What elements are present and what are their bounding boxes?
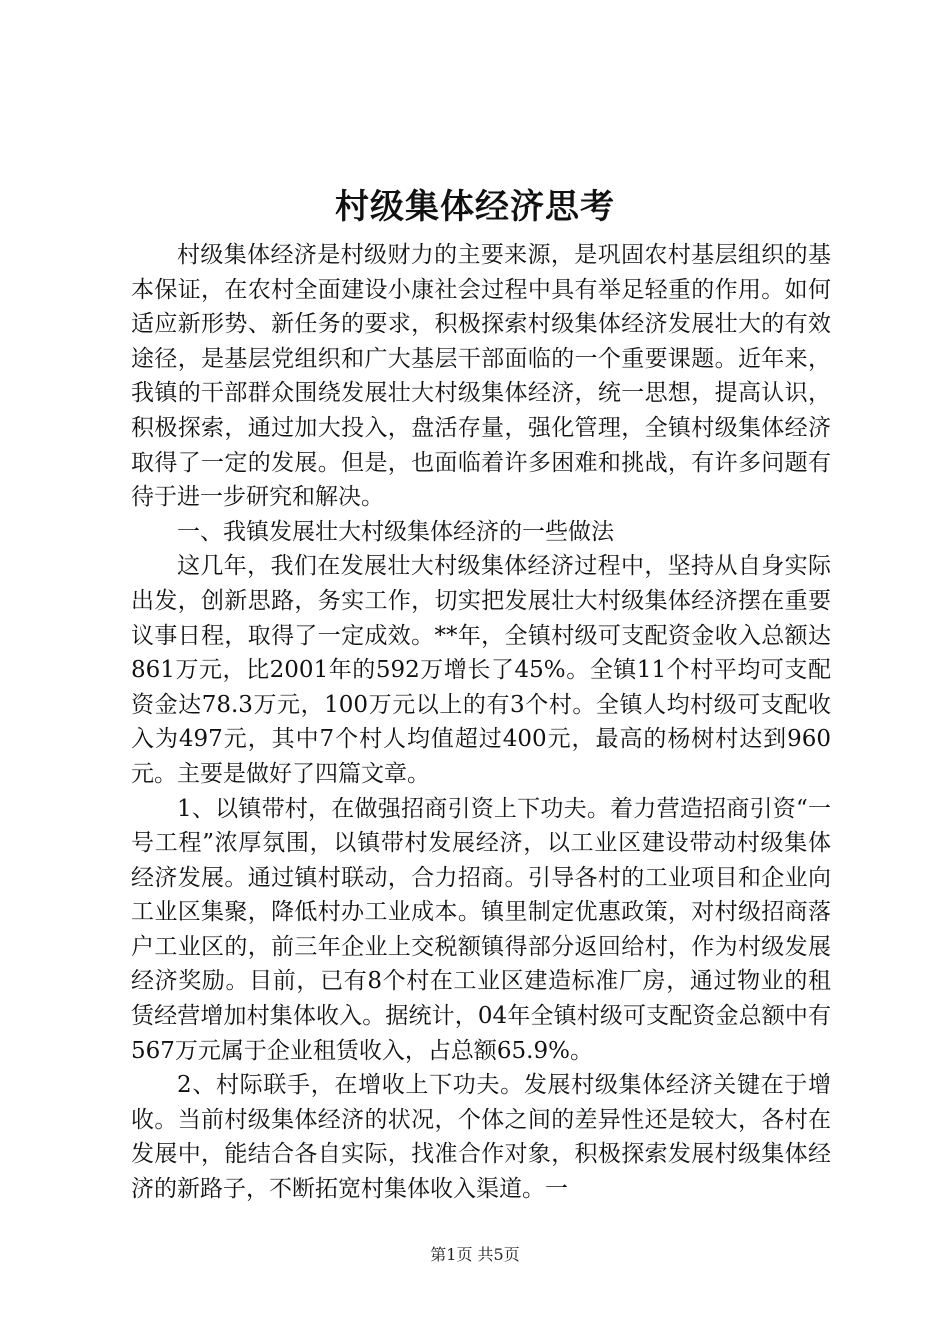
- paragraph-item-1: 1、以镇带村，在做强招商引资上下功夫。着力营造招商引资“一号工程”浓厚氛围，以镇带村发展经济，以工业区建设带动村级集体经济发展。通过镇村联动，合力招商。引导各村的工业项目和企业向工业区集聚，降低村办工业成本。镇里制定优惠政策，对村级招商落户工业区的，前三年企业上交税额镇得部分返回给村，作为村级发展经济奖励。目前，已有8个村在工业区建造标准厂房，通过物业的租赁经营增加村集体收入。据统计，04年全镇村级可支配资金总额中有567万元属于企业租赁收入，占总额65.9%。: [131, 795, 831, 1064]
- paragraph-item-2: 2、村际联手，在增收上下功夫。发展村级集体经济关键在于增收。当前村级集体经济的状况，个体之间的差异性还是较大，各村在发展中，能结合各自实际，找准合作对象，积极探索发展村级集体经济的新路子，不断拓宽村集体收入渠道。一: [131, 1072, 831, 1203]
- document-body: [131, 238, 831, 1207]
- section-heading-1: 一、我镇发展壮大村级集体经济的一些做法: [177, 518, 614, 545]
- paragraph-intro: 村级集体经济是村级财力的主要来源，是巩固农村基层组织的基本保证，在农村全面建设小康社会过程中具有举足轻重的作用。如何适应新形势、新任务的要求，积极探索村级集体经济发展壮大的有效途径，是基层党组织和广大基层干部面临的一个重要课题。近年来，我镇的干部群众围绕发展壮大村级集体经济，统一思想，提高认识，积极探索，通过加大投入，盘活存量，强化管理，全镇村级集体经济取得了一定的发展。但是，也面临着许多困难和挑战，有许多问题有待于进一步研究和解决。: [131, 242, 831, 511]
- document-title: 村级集体经济思考: [335, 187, 615, 227]
- page-footer: 第1页 共5页: [430, 1245, 520, 1264]
- paragraph-achievements: 这几年，我们在发展壮大村级集体经济过程中，坚持从自身实际出发，创新思路，务实工作，切实把发展壮大村级集体经济摆在重要议事日程，取得了一定成效。**年，全镇村级可支配资金收入总额达861万元，比2001年的592万增长了45%。全镇11个村平均可支配资金达78.3万元，100万元以上的有3个村。全镇人均村级可支配收入为497元，其中7个村人均值超过400元，最高的杨树村达到960元。主要是做好了四篇文章。: [131, 553, 831, 787]
